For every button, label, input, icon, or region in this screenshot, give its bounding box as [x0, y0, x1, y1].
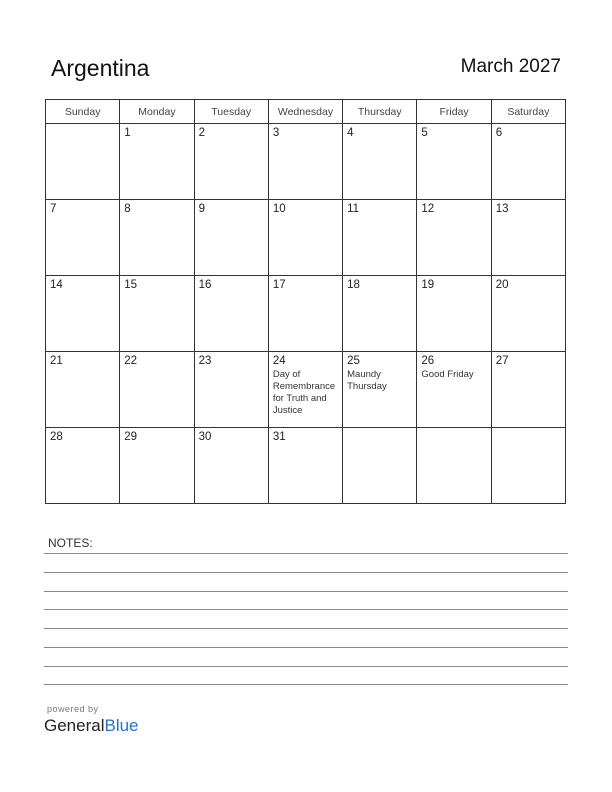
weekday-wednesday: Wednesday: [268, 100, 342, 124]
calendar-day-cell: [46, 428, 120, 504]
weekday-thursday: Thursday: [343, 100, 417, 124]
calendar-day-cell: [491, 352, 565, 428]
note-line: [44, 647, 568, 648]
calendar-day-cell: [343, 428, 417, 504]
day-number: 13: [495, 203, 509, 215]
brand-blue: Blue: [104, 716, 139, 735]
calendar-week-row: [46, 276, 566, 352]
calendar-day-cell: [268, 276, 342, 352]
calendar-day-cell: [417, 352, 491, 428]
holiday-label: Maundy Thursday: [347, 369, 387, 392]
day-number: 11: [347, 203, 360, 215]
day-number: 26: [421, 355, 435, 367]
day-number: 15: [124, 279, 138, 291]
day-number: 27: [495, 355, 509, 367]
calendar-day-cell: [194, 276, 268, 352]
powered-by-text: powered by: [47, 704, 99, 714]
day-number: 8: [124, 203, 131, 215]
day-number: 5: [421, 127, 428, 139]
calendar-day-cell: [491, 428, 565, 504]
calendar-day-cell: [417, 200, 491, 276]
day-number: 2: [198, 127, 205, 139]
calendar-day-cell: [268, 352, 342, 428]
notes-label: NOTES:: [48, 536, 93, 550]
calendar-day-cell: [120, 200, 194, 276]
calendar-grid: [45, 99, 566, 504]
calendar-day-cell: [194, 200, 268, 276]
weekday-tuesday: Tuesday: [194, 100, 268, 124]
calendar-week-row: [46, 428, 566, 504]
day-number: 21: [50, 355, 63, 367]
calendar-day-cell: [120, 428, 194, 504]
day-number: 28: [50, 431, 63, 443]
day-number: 20: [495, 279, 509, 291]
note-line: [44, 609, 568, 610]
day-number: 1: [124, 127, 131, 139]
calendar-day-cell: [343, 352, 417, 428]
calendar-day-cell: [46, 124, 120, 200]
calendar-day-cell: [343, 124, 417, 200]
calendar-day-cell: [417, 124, 491, 200]
calendar-day-cell: [120, 124, 194, 200]
generalblue-logo: [44, 716, 139, 736]
brand-general: General: [44, 716, 105, 735]
holiday-label: Day of Remembrance for Truth and Justice: [272, 369, 336, 416]
weekday-saturday: Saturday: [491, 100, 565, 124]
weekday-monday: Monday: [120, 100, 194, 124]
day-number: 29: [124, 431, 138, 443]
day-number: 23: [198, 355, 212, 367]
country-title: Argentina: [51, 55, 150, 81]
day-number: 31: [272, 431, 286, 443]
calendar-day-cell: [46, 352, 120, 428]
calendar-day-cell: [491, 124, 565, 200]
calendar-day-cell: [194, 352, 268, 428]
day-number: 24: [272, 355, 286, 367]
day-number: 10: [272, 203, 286, 215]
note-line: [44, 666, 568, 667]
calendar-day-cell: [268, 200, 342, 276]
calendar-day-cell: [46, 276, 120, 352]
month-year-title: March 2027: [460, 56, 561, 77]
calendar-week-row: [46, 200, 566, 276]
weekday-friday: Friday: [417, 100, 491, 124]
calendar-day-cell: [268, 428, 342, 504]
day-number: 3: [272, 127, 280, 139]
day-number: 9: [198, 203, 205, 215]
calendar-week-row: [46, 124, 566, 200]
calendar-day-cell: [120, 276, 194, 352]
day-number: 17: [272, 279, 286, 291]
calendar-day-cell: [194, 124, 268, 200]
weekday-header-row: [46, 100, 566, 124]
day-number: 6: [495, 127, 503, 139]
note-line: [44, 553, 568, 554]
weekday-sunday: Sunday: [46, 100, 120, 124]
calendar-day-cell: [46, 200, 120, 276]
day-number: 19: [421, 279, 435, 291]
calendar-day-cell: [491, 200, 565, 276]
day-number: 7: [50, 203, 57, 215]
note-line: [44, 628, 568, 629]
calendar-day-cell: [491, 276, 565, 352]
calendar-day-cell: [417, 428, 491, 504]
day-number: 14: [50, 279, 63, 291]
calendar-day-cell: [417, 276, 491, 352]
calendar-week-row: [46, 352, 566, 428]
calendar-day-cell: [268, 124, 342, 200]
calendar-day-cell: [120, 352, 194, 428]
day-number: 30: [198, 431, 212, 443]
day-number: 12: [421, 203, 435, 215]
note-line: [44, 591, 568, 592]
calendar-day-cell: [194, 428, 268, 504]
day-number: 25: [347, 355, 360, 367]
day-number: 4: [347, 127, 354, 139]
note-line: [44, 684, 568, 685]
calendar-day-cell: [343, 200, 417, 276]
calendar-day-cell: [343, 276, 417, 352]
day-number: 16: [198, 279, 212, 291]
day-number: 18: [347, 279, 360, 291]
note-line: [44, 572, 568, 573]
holiday-label: Good Friday: [421, 369, 474, 380]
day-number: 22: [124, 355, 138, 367]
